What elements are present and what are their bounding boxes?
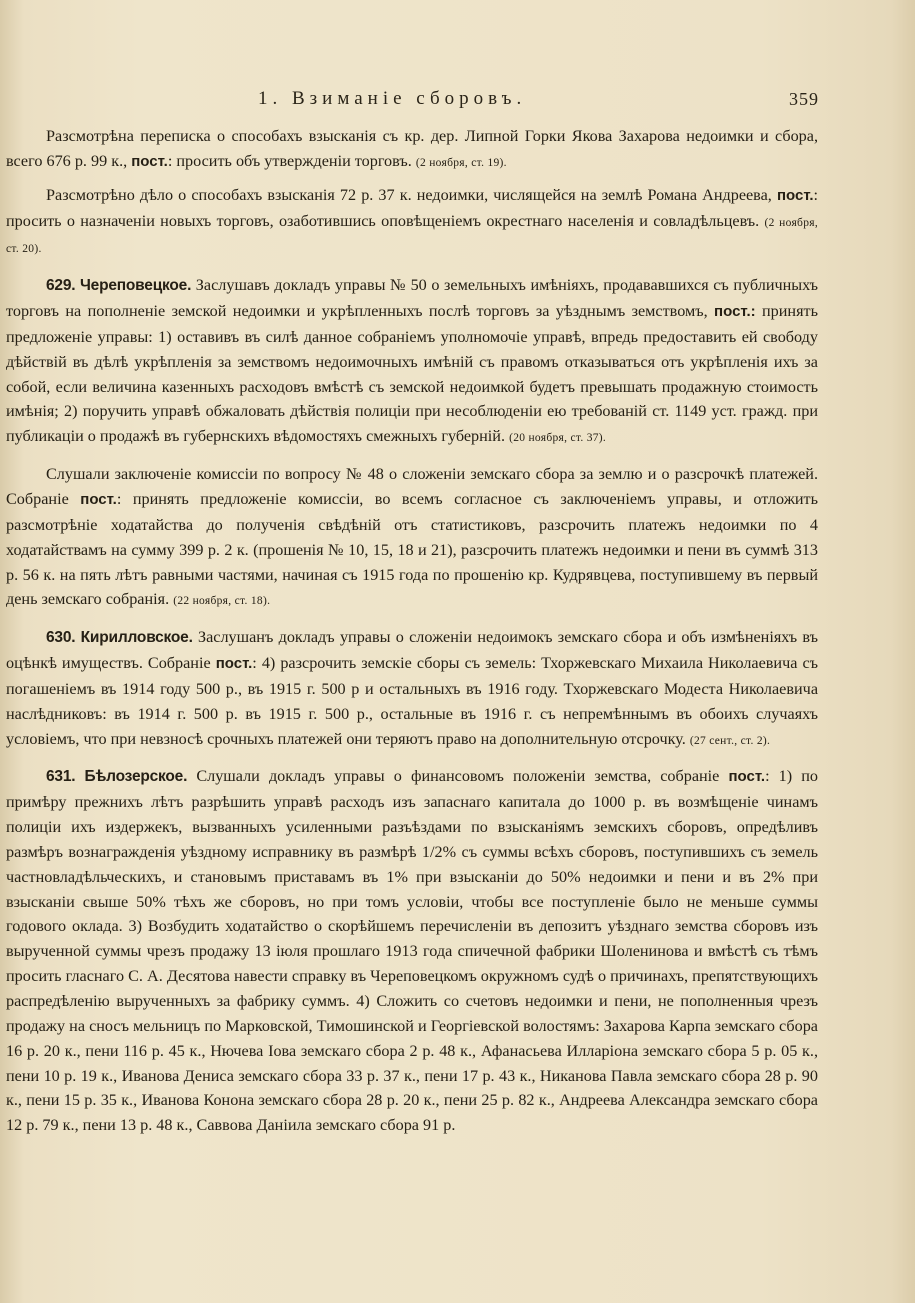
district-name: Кирилловское. <box>80 629 193 647</box>
date-reference: (2 ноября, ст. 20). <box>6 216 819 256</box>
item-number: 629. <box>46 277 76 295</box>
page-number: 359 <box>789 89 819 109</box>
paragraph <box>6 764 818 1138</box>
paragraph-text: Разсмотрѣно дѣло о способахъ взысканія 72 р. 37 к. недоимки, числящейся на землѣ Романа Андреева, <box>46 185 772 204</box>
date-reference: (20 ноября, ст. 37). <box>509 432 607 445</box>
paragraph-text: : просить о назначеніи новыхъ торговъ, озаботившись оповѣщеніемъ окрестнаго населенія и совладѣльцевъ. <box>6 185 819 230</box>
district-name: Бѣлозерское. <box>84 768 188 786</box>
paragraph <box>6 124 818 176</box>
resolution-label: пост. <box>80 490 117 508</box>
section-title: 1. Взиманіе сборовъ. <box>258 88 527 109</box>
item-number: 630. <box>46 629 76 647</box>
paragraph-text: Заслушавъ докладъ управы № 50 о земельныхъ имѣніяхъ, продававшихся съ публичныхъ торговъ на пополненіе земской недоимки и укрѣпленныхъ послѣ торговъ за уѣзднымъ земствомъ, <box>6 276 819 321</box>
district-name: Череповецкое. <box>79 277 192 295</box>
date-reference: (27 сент., ст. 2). <box>689 734 771 747</box>
paragraph-text: принять предложеніе управы: 1) оставивъ въ силѣ данное собраніемъ уполномочіе управѣ, впредь предоставить ей свободу дѣйствій въ дѣлѣ укрѣпленія за земствомъ недоимочныхъ имѣній съ правомъ отказываться отъ укрѣпленія ихъ за собой, если величина казенныхъ расходовъ вмѣстѣ съ земской недоимкой будетъ превышать продажную стоимость имѣнія; 2) поручить управѣ обжаловать дѣйствія полиціи при несоблюденіи ею требованій ст. 1149 уст. гражд. при публикаціи о продажѣ въ губернскихъ вѣдомостяхъ смежныхъ губерній. <box>6 302 818 446</box>
paragraph-text: Слушали докладъ управы о финансовомъ положеніи земства, собраніе <box>196 767 720 786</box>
running-header <box>0 88 915 114</box>
resolution-label: пост. <box>131 152 168 170</box>
resolution-label: пост. <box>776 186 814 204</box>
paragraph <box>6 625 818 753</box>
resolution-label: пост. <box>728 768 766 786</box>
paragraph <box>6 183 818 263</box>
resolution-label: пост.: <box>714 303 756 321</box>
paragraph-text: : 1) по примѣру прежнихъ лѣтъ разрѣшить управѣ расходъ изъ запаснаго капитала до 1000 р. въ возмѣщеніе чинамъ полиціи ихъ издержекъ, вызванныхъ усиленными разъѣздами по взысканіямъ земскихъ сборовъ, опредѣливъ размѣръ вознагражденія уѣздному исправнику въ размѣрѣ 1/2% съ суммы всѣхъ сборовъ, поступившихъ съ земель частновладѣльческихъ, и становымъ приставамъ въ 1% при взысканіи до 50% недоимки и пени и въ 2% при взысканіи свыше 50% тѣхъ же сборовъ, но при томъ условіи, чтобы все поступленіе было не меньше суммы годового оклада. 3) Возбудить ходатайство о скорѣйшемъ перечисленіи въ депозитъ уѣзднаго земства сборовъ изъ вырученной суммы чрезъ продажу 13 іюля прошлаго 1913 года спичечной фабрики Шоленинова и вмѣстѣ съ тѣмъ просить гласнаго С. А. Десятова навести справку въ Череповецкомъ окружномъ судѣ о причинахъ, препятствующихъ распредѣленію вырученныхъ за фабрику суммъ. 4) Сложить со счетовъ недоимки и пени, не пополненныя чрезъ продажу на сносъ мельницъ по Марковской, Тимошинской и Георгіевской волостямъ: Захарова Карпа земскаго сбора 16 р. 20 к., пени 116 р. 45 к., Нючева Іова земскаго сбора 2 р. 48 к., Афанасьева Илларіона земскаго сбора 5 р. 05 к., пени 10 р. 19 к., Иванова Дениса земскаго сбора 33 р. 37 к., пени 17 р. 43 к., Никанова Павла земскаго сбора 28 р. 90 к., пени 15 р. 35 к., Иванова Конона земскаго сбора 28 р. 20 к., пени 25 р. 82 к., Андреева Александра земскаго сбора 12 р. 79 к., пени 13 р. 48 к., Саввова Данiила земскаго сбора 91 р. <box>6 767 819 1135</box>
item-number: 631. <box>46 768 76 786</box>
paragraph-text: Разсмотрѣна переписка о способахъ взысканія съ кр. дер. Липной Горки Якова Захарова недоимки и сбора, всего 676 р. 99 к., <box>6 127 818 170</box>
paragraph-text: Заслушанъ докладъ управы о сложеніи недоимокъ земскаго сбора и объ измѣненіяхъ въ оцѣнкѣ имуществъ. Собраніе <box>6 628 819 673</box>
paragraph-text: : просить объ утвержденіи торговъ. <box>167 151 412 170</box>
paragraph-text: : 4) разсрочить земскіе сборы съ земель: Тхоржевскаго Михаила Николаевича съ погашеніемъ въ 1914 году 500 р., въ 1915 г. 500 р и остальныхъ въ 1916 году. Тхоржевскаго Модеста Николаевича наслѣдниковъ: въ 1914 г. 500 р. въ 1915 г. 500 р., остальные въ 1916 г. съ непремѣннымъ въ обоихъ случаяхъ условіемъ, что при невзносѣ срочныхъ платежей они теряютъ право на дополнительную отсрочку. <box>6 654 819 748</box>
date-reference: (2 ноября, ст. 19). <box>415 156 507 169</box>
paragraph <box>6 273 818 451</box>
paragraph-text: Слушали заключеніе комиссіи по вопросу № 48 о сложеніи земскаго сбора за землю и о разсрочкѣ платежей. Собраніе <box>6 465 818 508</box>
paragraph <box>6 462 818 614</box>
date-reference: (22 ноября, ст. 18). <box>173 595 271 608</box>
paragraph-text: : принять предложеніе комиссіи, во всемъ согласное съ заключеніемъ управы, и отложить разсмотрѣніе ходатайства до полученія свѣдѣній отъ статистиковъ, разсрочить платежъ недоимки по 4 ходатайствамъ на сумму 399 р. 2 к. (прошенія № 10, 15, 18 и 21), разсрочить платежъ недоимки и пени въ суммѣ 313 р. 56 к. на пять лѣтъ равными частями, начиная съ 1915 года по прошенію кр. Кудрявцева, поступившему въ первый день земскаго собранія. <box>6 489 819 609</box>
resolution-label: пост. <box>215 655 253 673</box>
body-text <box>6 124 818 1145</box>
